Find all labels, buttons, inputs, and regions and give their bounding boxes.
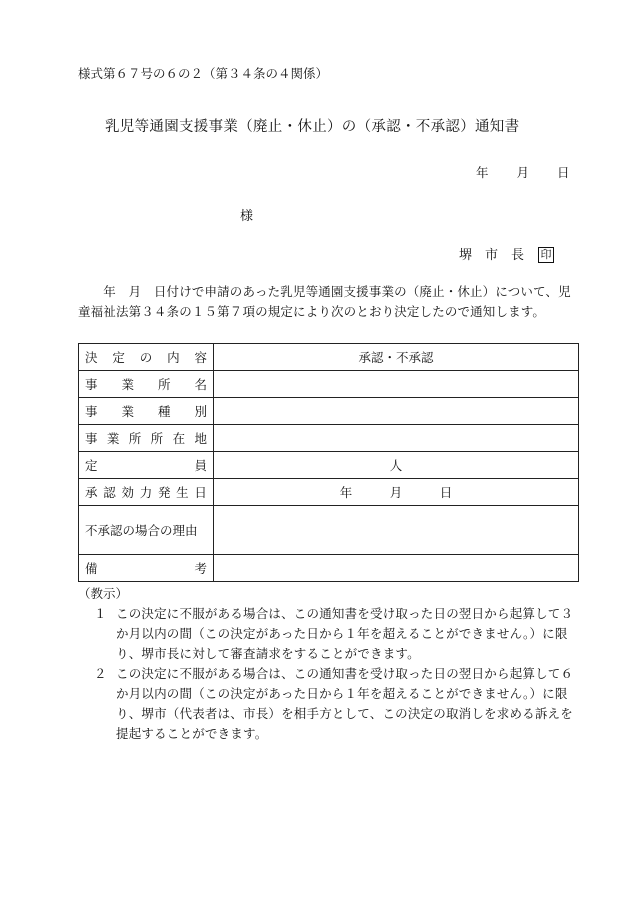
label-char: 内 — [167, 350, 180, 365]
table-row — [79, 425, 579, 452]
row-label — [79, 479, 214, 506]
label-char: 種 — [157, 404, 171, 419]
label-char: 事 — [85, 377, 98, 392]
row-label — [79, 344, 214, 371]
row-value — [214, 506, 579, 555]
issuer-name: 堺 市 長 — [459, 248, 525, 263]
label-char: 事 — [85, 431, 98, 446]
notice-number: １ — [94, 606, 107, 621]
decision-table — [78, 343, 579, 582]
label-char: 認 — [103, 485, 116, 500]
date-year: 年 — [476, 165, 489, 180]
form-number: 様式第６７号の６の２（第３４条の４関係） — [78, 66, 329, 81]
label-char: 名 — [194, 377, 207, 392]
label-char: 地 — [194, 431, 207, 446]
label-char: の — [139, 350, 153, 365]
notice-number: ２ — [94, 666, 107, 681]
addressee: 様 — [240, 209, 254, 224]
document-title: 乳児等通園支援事業（廃止・休止）の（承認・不承認）通知書 — [105, 119, 520, 135]
row-label — [79, 398, 214, 425]
label-char: 生 — [176, 485, 189, 500]
label-char: 考 — [194, 561, 207, 576]
label-char: 承 — [85, 485, 98, 500]
intro-paragraph: 年 月 日付けで申請のあった乳児等通園支援事業の（廃止・休止）について、児童福祉法第３４条の１５第７項の規定により次のとおり決定したので通知します。 — [78, 284, 571, 319]
table-row — [79, 344, 579, 371]
label-char: 日 — [194, 485, 207, 500]
row-value: 人 — [214, 452, 579, 479]
date-day: 日 — [557, 165, 570, 180]
row-label — [79, 371, 214, 398]
row-value: 承認・不承認 — [214, 344, 579, 371]
label-char: 員 — [194, 458, 207, 473]
table-row — [79, 479, 579, 506]
table-row — [79, 398, 579, 425]
label-char: 別 — [194, 404, 207, 419]
notice-text: この決定に不服がある場合は、この通知書を受け取った日の翌日から起算して３か月以内の間（この決定があった日から１年を超えることができません。）に限り、堺市長に対して審査請求をすることができます。 — [116, 606, 574, 661]
row-value: 年 月 日 — [214, 479, 579, 506]
label-char: 不承認の場合の理由 — [85, 523, 198, 538]
table-row — [79, 371, 579, 398]
label-char: 在 — [172, 431, 186, 446]
row-label — [79, 452, 214, 479]
label-char: 業 — [121, 404, 134, 419]
label-char: 備 — [85, 561, 98, 576]
label-char: 所 — [128, 431, 142, 446]
label-char: 容 — [194, 350, 207, 365]
row-value — [214, 398, 579, 425]
table-row — [79, 506, 579, 555]
label-char: 発 — [157, 485, 171, 500]
date-line — [476, 163, 570, 181]
table-row — [79, 452, 579, 479]
notice-text: この決定に不服がある場合は、この通知書を受け取った日の翌日から起算して６か月以内の間（この決定があった日から１年を超えることができません。）に限り、堺市（代表者は、市長）を相手方として、この決定の取消しを求める訴えを提起することができます。 — [116, 666, 574, 741]
label-char: 定 — [112, 350, 125, 365]
label-char: 効 — [121, 485, 134, 500]
label-char: 決 — [85, 350, 98, 365]
label-char: 事 — [85, 404, 98, 419]
date-month: 月 — [516, 165, 530, 180]
label-char: 業 — [106, 431, 120, 446]
row-value — [214, 555, 579, 582]
seal-mark: 印 — [538, 247, 554, 263]
row-value — [214, 425, 579, 452]
row-label — [79, 425, 214, 452]
notice-heading: （教示） — [78, 586, 129, 601]
label-char: 所 — [157, 377, 171, 392]
label-char: 業 — [121, 377, 134, 392]
table-row — [79, 555, 579, 582]
row-label — [79, 506, 214, 555]
row-value — [214, 371, 579, 398]
notice-item-1 — [94, 604, 580, 664]
label-char: 定 — [85, 458, 98, 473]
issuer — [459, 244, 554, 264]
label-char: 力 — [139, 485, 153, 500]
row-label — [79, 555, 214, 582]
notice-item-2 — [94, 664, 580, 744]
label-char: 所 — [150, 431, 164, 446]
